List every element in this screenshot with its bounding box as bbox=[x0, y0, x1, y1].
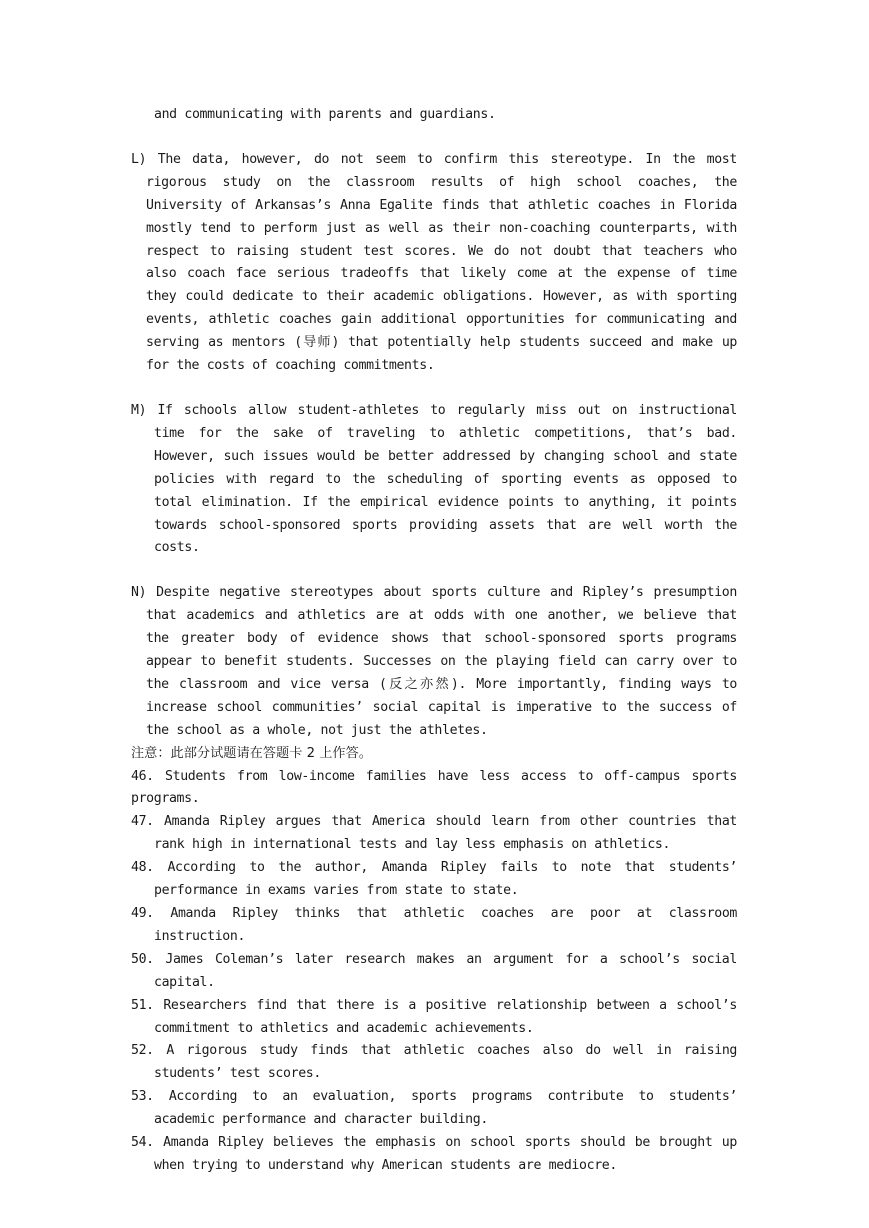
answer-sheet-notice: 注意：此部分试题请在答题卡 2 上作答。 bbox=[131, 745, 372, 761]
question-51: 51. Researchers find that there is a positive relationship between a school’s commitment to athletics and academic achievements. bbox=[131, 997, 737, 1036]
question-48: 48. According to the author, Amanda Ripley fails to note that students’ performance in exams varies from state to state. bbox=[131, 860, 737, 899]
continuation-text: and communicating with parents and guardians. bbox=[154, 107, 496, 122]
paragraph-L: L) The data, however, do not seem to confirm this stereotype. In the most rigorous study on the classroom results of high school coaches, the University of Arkansas’s Anna Egalite finds that athletic coaches in Florida mostly tend to perform just as well as their non-coaching counterparts, with respect to raising student test scores. We do not doubt that teachers who also coach face serious tradeoffs that likely come at the expense of time they could dedicate to their academic obligations. However, as with sporting events, athletic coaches gain additional opportunities for communicating and serving as mentors (导师) that potentially help students succeed and make up for the costs of coaching commitments. bbox=[131, 151, 737, 374]
question-50: 50. James Coleman’s later research makes an argument for a school’s social capital. bbox=[131, 951, 737, 990]
question-49: 49. Amanda Ripley thinks that athletic coaches are poor at classroom instruction. bbox=[131, 906, 737, 944]
paragraph-N: N) Despite negative stereotypes about sports culture and Ripley’s presumption that academics and athletics are at odds with one another, we believe that the greater body of evidence shows that school-sponsored sports programs appear to benefit students. Successes on the playing field can carry over to the classroom and vice versa (反之亦然). More importantly, finding ways to increase school communities’ social capital is imperative to the success of the school as a whole, not just the athletes. bbox=[131, 585, 737, 738]
paragraph-M: M) If schools allow student-athletes to regularly miss out on instructional time for the sake of traveling to athletic competitions, that’s bad. However, such issues would be better addressed by changing school and state policies with regard to the scheduling of sporting events as opposed to total elimination. If the empirical evidence points to anything, it points towards school-sponsored sports providing assets that are well worth the costs. bbox=[131, 402, 737, 556]
document-page bbox=[131, 104, 737, 1178]
question-53: 53. According to an evaluation, sports programs contribute to students’ academic performance and character building. bbox=[131, 1089, 737, 1128]
question-47: 47. Amanda Ripley argues that America should learn from other countries that rank high in international tests and lay less emphasis on athletics. bbox=[131, 814, 737, 853]
question-46: 46. Students from low-income families have less access to off-campus sports programs. bbox=[131, 768, 737, 807]
question-54: 54. Amanda Ripley believes the emphasis on school sports should be brought up when trying to understand why American students are mediocre. bbox=[131, 1135, 737, 1173]
question-52: 52. A rigorous study finds that athletic coaches also do well in raising students’ test scores. bbox=[131, 1043, 737, 1082]
